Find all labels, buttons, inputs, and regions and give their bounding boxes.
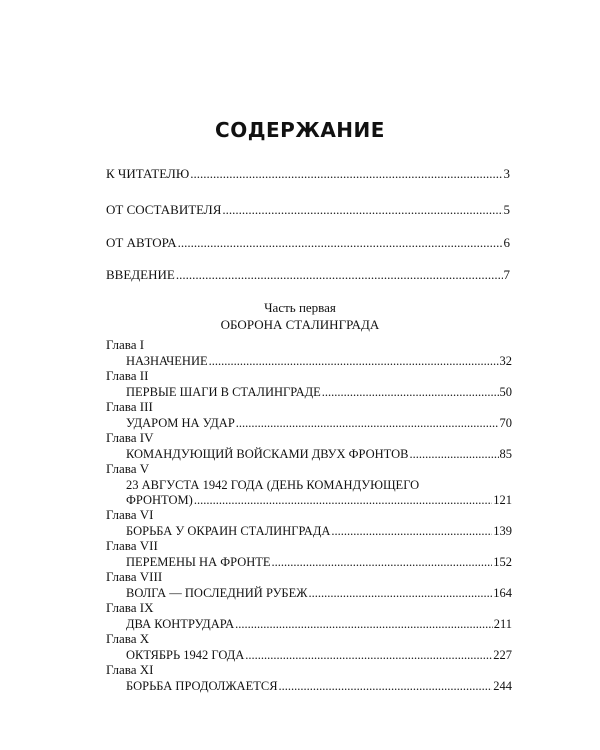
chapter-label: Глава IV <box>106 430 154 445</box>
dot-leader <box>178 235 503 251</box>
toc-entry-chapter-11[interactable] <box>126 678 512 694</box>
entry-page: 85 <box>499 447 512 461</box>
entry-page: 32 <box>499 354 512 368</box>
entry-page: 211 <box>493 617 512 631</box>
toc-entry-reader[interactable] <box>106 166 510 182</box>
entry-page: 6 <box>503 235 510 250</box>
entry-page: 164 <box>493 586 512 600</box>
dot-leader <box>236 415 499 431</box>
dot-leader <box>194 492 492 508</box>
chapter-label: Глава IX <box>106 600 154 615</box>
entry-page: 70 <box>499 416 512 430</box>
entry-page: 3 <box>503 166 510 181</box>
entry-label: К ЧИТАТЕЛЮ <box>106 166 190 181</box>
toc-entry-introduction[interactable] <box>106 267 510 283</box>
toc-entry-chapter-6[interactable] <box>126 523 512 539</box>
toc-entry-chapter-7[interactable] <box>126 554 512 570</box>
toc-entry-compiler[interactable] <box>106 202 510 218</box>
chapter-label: Глава II <box>106 368 149 383</box>
chapter-label: Глава XI <box>106 662 154 677</box>
dot-leader <box>235 616 493 632</box>
entry-label: ВВЕДЕНИЕ <box>106 267 175 282</box>
dot-leader <box>272 554 493 570</box>
page-title: СОДЕРЖАНИЕ <box>215 118 385 142</box>
dot-leader <box>222 202 502 218</box>
chapter-label: Глава V <box>106 461 150 476</box>
chapter-title-line: 23 АВГУСТА 1942 ГОДА (ДЕНЬ КОМАНДУЮЩЕГО <box>126 478 420 492</box>
toc-entry-author[interactable] <box>106 235 510 251</box>
chapter-label: Глава X <box>106 631 150 646</box>
entry-page: 152 <box>493 555 512 569</box>
toc-entry-chapter-8[interactable] <box>126 585 512 601</box>
toc-entry-chapter-4[interactable] <box>126 446 512 462</box>
entry-label: ОТ СОСТАВИТЕЛЯ <box>106 202 222 217</box>
dot-leader <box>322 384 499 400</box>
dot-leader <box>279 678 493 694</box>
chapter-label: Глава VIII <box>106 569 163 584</box>
entry-page: 139 <box>493 524 512 538</box>
part-heading: Часть первая <box>264 300 336 315</box>
chapter-label: Глава VI <box>106 507 154 522</box>
chapter-label: Глава I <box>106 337 145 352</box>
entry-label: ФРОНТОМ) <box>126 493 193 507</box>
entry-page: 7 <box>503 267 510 282</box>
entry-label: БОРЬБА У ОКРАИН СТАЛИНГРАДА <box>126 524 331 538</box>
entry-label: ПЕРВЫЕ ШАГИ В СТАЛИНГРАДЕ <box>126 385 321 399</box>
toc-entry-chapter-3[interactable] <box>126 415 512 431</box>
dot-leader <box>176 267 503 283</box>
toc-entry-chapter-1[interactable] <box>126 353 512 369</box>
dot-leader <box>245 647 492 663</box>
dot-leader <box>409 446 498 462</box>
entry-label: БОРЬБА ПРОДОЛЖАЕТСЯ <box>126 679 278 693</box>
dot-leader <box>331 523 492 539</box>
entry-page: 121 <box>493 493 512 507</box>
dot-leader <box>190 166 502 182</box>
entry-label: ПЕРЕМЕНЫ НА ФРОНТЕ <box>126 555 271 569</box>
toc-entry-chapter-5[interactable] <box>126 492 512 508</box>
entry-page: 5 <box>503 202 510 217</box>
dot-leader <box>308 585 492 601</box>
part-title: ОБОРОНА СТАЛИНГРАДА <box>220 317 380 332</box>
chapter-label: Глава III <box>106 399 153 414</box>
toc-entry-chapter-2[interactable] <box>126 384 512 400</box>
entry-label: НАЗНАЧЕНИЕ <box>126 354 208 368</box>
dot-leader <box>209 353 499 369</box>
toc-entry-chapter-10[interactable] <box>126 647 512 663</box>
entry-label: КОМАНДУЮЩИЙ ВОЙСКАМИ ДВУХ ФРОНТОВ <box>126 447 409 461</box>
entry-label: ОКТЯБРЬ 1942 ГОДА <box>126 648 245 662</box>
entry-page: 227 <box>493 648 512 662</box>
entry-page: 244 <box>493 679 512 693</box>
toc-entry-chapter-9[interactable] <box>126 616 512 632</box>
entry-label: УДАРОМ НА УДАР <box>126 416 235 430</box>
chapter-label: Глава VII <box>106 538 158 553</box>
entry-label: ДВА КОНТРУДАРА <box>126 617 235 631</box>
entry-page: 50 <box>499 385 512 399</box>
entry-label: ОТ АВТОРА <box>106 235 177 250</box>
entry-label: ВОЛГА — ПОСЛЕДНИЙ РУБЕЖ <box>126 586 308 600</box>
